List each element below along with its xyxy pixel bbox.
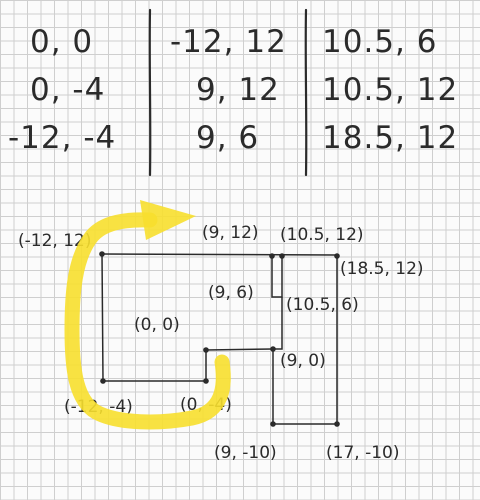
notch-left-edge bbox=[272, 256, 282, 297]
vertex-17-neg10 bbox=[334, 421, 340, 427]
table-col1-row1: 0, 0 bbox=[30, 24, 94, 60]
vertex-neg12-neg4 bbox=[100, 378, 106, 384]
label-10-5-6: (10.5, 6) bbox=[286, 295, 359, 315]
left-edge bbox=[102, 254, 103, 381]
table-col2-row3: 9, 6 bbox=[196, 120, 260, 156]
vertex-neg12-12 bbox=[99, 251, 105, 257]
vertex-9-neg10 bbox=[270, 421, 276, 427]
notch-right-edge bbox=[273, 256, 282, 349]
top-edge bbox=[102, 254, 336, 255]
label-9-12: (9, 12) bbox=[202, 223, 259, 243]
highlighter-arrow bbox=[72, 200, 223, 422]
label-0-0: (0, 0) bbox=[134, 315, 180, 335]
vertex-0-neg4 bbox=[203, 378, 209, 384]
label-17-neg10: (17, -10) bbox=[326, 443, 400, 463]
table-col2-row2: 9, 12 bbox=[196, 72, 280, 108]
table-col1-row2: 0, -4 bbox=[30, 72, 106, 108]
mid-edge bbox=[206, 349, 273, 350]
label-9-neg10: (9, -10) bbox=[214, 443, 277, 463]
table-divider-1 bbox=[150, 10, 151, 175]
label-9-6: (9, 6) bbox=[208, 283, 254, 303]
label-10-5-12: (10.5, 12) bbox=[280, 225, 364, 245]
label-neg12-neg4: (-12, -4) bbox=[64, 397, 133, 417]
vertex-9-12 bbox=[269, 253, 275, 259]
label-neg12-12: (-12, 12) bbox=[18, 231, 92, 251]
table-col3-row2: 10.5, 12 bbox=[322, 72, 459, 108]
label-0-neg4: (0, -4) bbox=[180, 395, 232, 415]
table-divider-2 bbox=[306, 10, 307, 175]
label-18-5-12: (18.5, 12) bbox=[340, 259, 424, 279]
table-col2-row1: -12, 12 bbox=[170, 24, 287, 60]
table-col3-row3: 18.5, 12 bbox=[322, 120, 459, 156]
vertex-10-5-12 bbox=[279, 253, 285, 259]
vertex-9-0 bbox=[270, 346, 276, 352]
vertex-18-5-12 bbox=[334, 253, 340, 259]
table-col3-row1: 10.5, 6 bbox=[322, 24, 438, 60]
highlighter-arrowhead-icon bbox=[140, 200, 196, 240]
table-col1-row3: -12, -4 bbox=[8, 120, 117, 156]
vertex-0-0 bbox=[203, 347, 209, 353]
label-9-0: (9, 0) bbox=[280, 351, 326, 371]
